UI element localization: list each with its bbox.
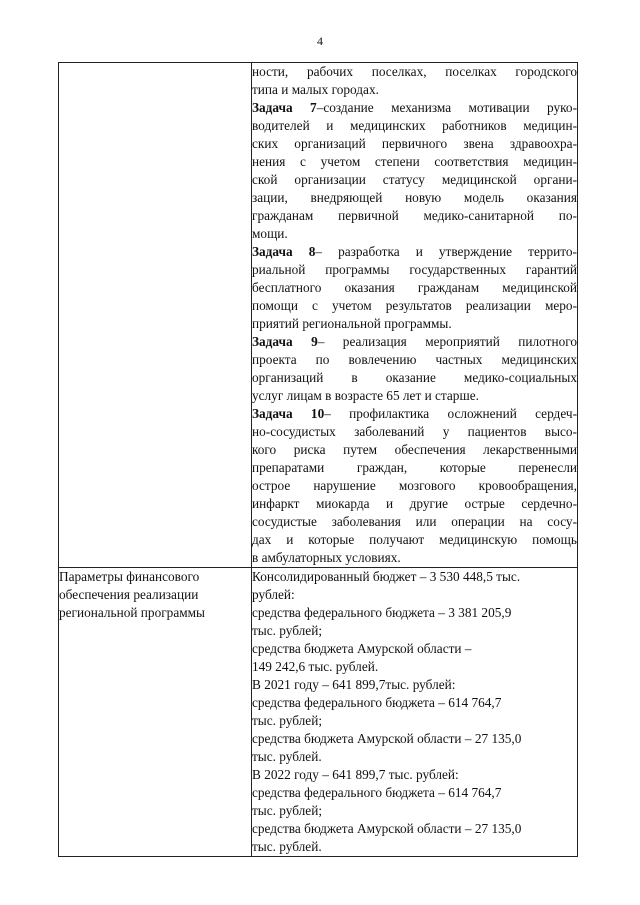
text-line: ности, рабочих поселках, поселках городского <box>252 64 577 79</box>
text-line: средства федерального бюджета – 3 381 205,9 <box>252 605 512 620</box>
text-line: 149 242,6 тыс. рублей. <box>252 659 379 674</box>
financing-label-cell <box>59 568 252 857</box>
text-line: проекта по вовлечению частных медицинских <box>252 352 577 367</box>
text-line: типа и малых городах. <box>252 82 379 97</box>
text-line: в амбулаторных условиях. <box>252 550 401 565</box>
task-label: Задача 10 <box>252 406 325 421</box>
label-line: Параметры финансового <box>59 569 200 584</box>
text-line: мощи. <box>252 226 288 241</box>
text-line: средства бюджета Амурской области – <box>252 641 472 656</box>
text-line: тыс. рублей. <box>252 839 322 854</box>
text-line: препаратами граждан, которые перенесли <box>252 460 577 475</box>
label-line: обеспечения реализации <box>59 587 199 602</box>
text-line: но-сосудистых заболеваний у пациентов высо- <box>252 424 577 439</box>
text-line: тыс. рублей; <box>252 803 323 818</box>
text-line: бесплатного оказания гражданам медицинской <box>252 280 577 295</box>
text-line: водителей и медицинских работников медицин- <box>252 118 577 133</box>
tasks-cell <box>252 63 578 568</box>
text-line: тыс. рублей; <box>252 623 323 638</box>
text-line: средства бюджета Амурской области – 27 135,0 <box>252 821 522 836</box>
text-line: рублей: <box>252 587 295 602</box>
text-line: В 2022 году – 641 899,7 тыс. рублей: <box>252 767 459 782</box>
page-number: 4 <box>317 34 323 48</box>
text-line: средства федерального бюджета – 614 764,7 <box>252 695 502 710</box>
passport-table <box>58 62 578 857</box>
task-label: Задача 9 <box>252 334 318 349</box>
text-line: острое нарушение мозгового кровообращения, <box>252 478 577 493</box>
task-label: Задача 8 <box>252 244 316 259</box>
task-label: Задача 7 <box>252 100 317 115</box>
table-row-tasks <box>59 63 578 568</box>
text-line: тыс. рублей. <box>252 749 322 764</box>
financing-value-cell <box>252 568 578 857</box>
text-line: риальной программы государственных гарантий <box>252 262 577 277</box>
text-line: ской организации статусу медицинской органи- <box>252 172 577 187</box>
task-line: Задача 8– разработка и утверждение террито- <box>252 244 577 259</box>
label-line: региональной программы <box>59 605 205 620</box>
task-line: Задача 9– реализация мероприятий пилотного <box>252 334 577 349</box>
text-line: кого риска путем обеспечения лекарственными <box>252 442 577 457</box>
text-line: ских организаций первичного звена здравоохра- <box>252 136 577 151</box>
text-line: организаций в оказание медико-социальных <box>252 370 577 385</box>
empty-label-cell <box>59 63 252 568</box>
text-line: средства бюджета Амурской области – 27 135,0 <box>252 731 522 746</box>
text-line: сосудистые заболевания или операции на сосу- <box>252 514 577 529</box>
text-line: В 2021 году – 641 899,7тыс. рублей: <box>252 677 456 692</box>
text-line: Консолидированный бюджет – 3 530 448,5 тыс. <box>252 569 521 584</box>
text-line: тыс. рублей; <box>252 713 323 728</box>
text-line: дах и которые получают медицинскую помощь <box>252 532 577 547</box>
text-line: нения с учетом степени соответствия медицин- <box>252 154 577 169</box>
text-line: услуг лицам в возрасте 65 лет и старше. <box>252 388 479 403</box>
text-line: помощи с учетом результатов реализации меро- <box>252 298 577 313</box>
task-line: Задача 7–создание механизма мотивации руко- <box>252 100 577 115</box>
table-row-financing <box>59 568 578 857</box>
text-line: средства федерального бюджета – 614 764,7 <box>252 785 502 800</box>
text-line: приятий региональной программы. <box>252 316 452 331</box>
task-line: Задача 10– профилактика осложнений сердеч- <box>252 406 577 421</box>
text-line: инфаркт миокарда и другие острые сердечно- <box>252 496 577 511</box>
text-line: зации, внедряющей новую модель оказания <box>252 190 577 205</box>
text-line: гражданам первичной медико-санитарной по- <box>252 208 577 223</box>
